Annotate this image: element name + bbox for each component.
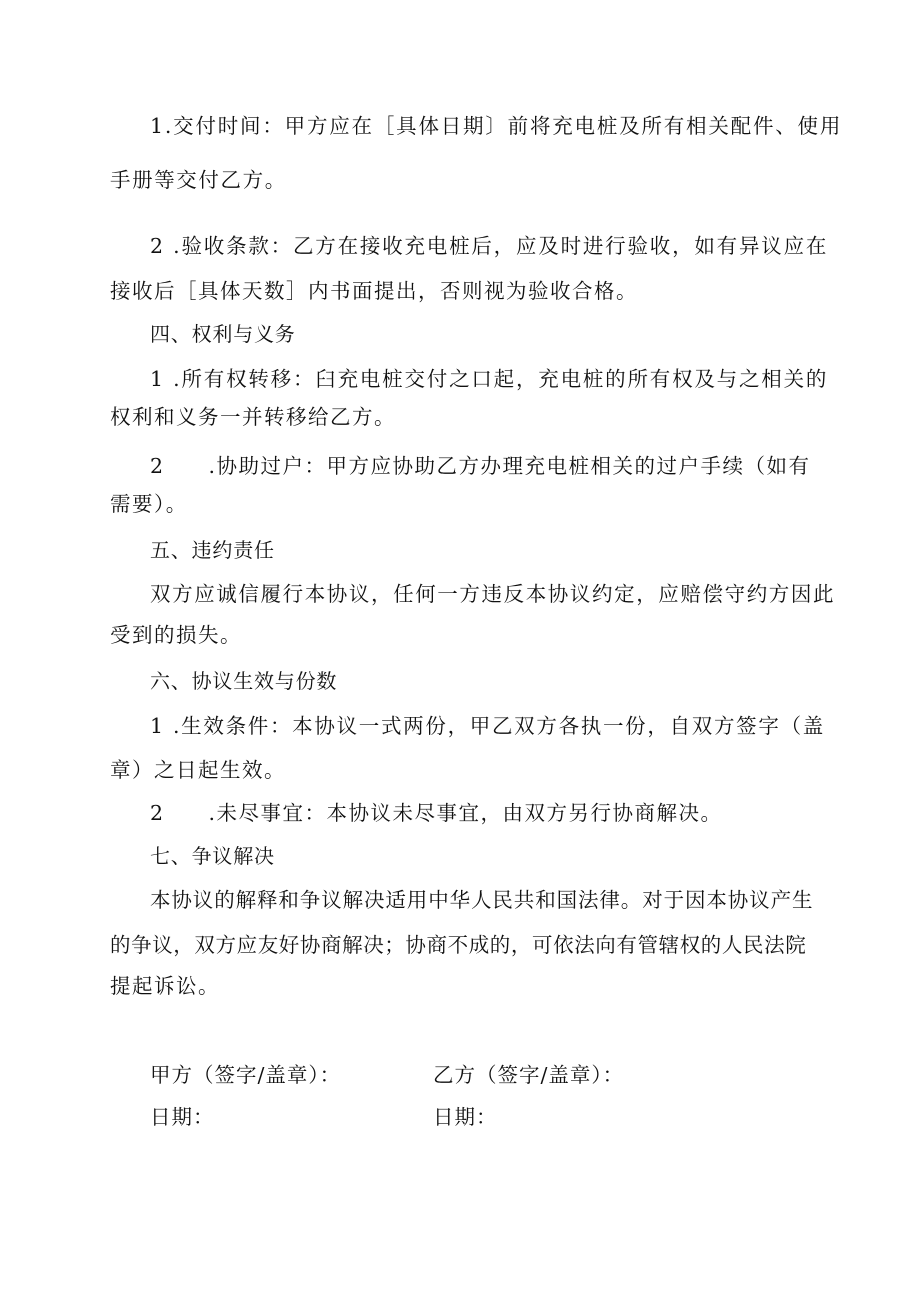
party-a-signature-label: 甲方（签字/盖章）： — [150, 1063, 342, 1087]
transfer-assist-line2: 需要）。 — [110, 492, 188, 516]
delivery-time-line1: 1.交付时间：甲方应在［具体日期〕前将充电桩及所有相关配件、使用 — [150, 114, 843, 138]
transfer-assist-line1: 2 .协助过户：甲方应协助乙方办理充电桩相关的过户手续（如有 — [150, 454, 811, 478]
dispute-line1: 本协议的解释和争议解决适用中华人民共和国法律。对于因本协议产生 — [150, 888, 814, 912]
liability-line1: 双方应诚信履行本协议，任何一方违反本协议约定，应赔偿守约方因此 — [150, 582, 836, 606]
section-heading-rights: 四、权利与义务 — [150, 322, 296, 346]
acceptance-line1: 2 .验收条款：乙方在接收充电桩后，应及时进行验收，如有异议应在 — [150, 234, 829, 258]
dispute-line3: 提起诉讼。 — [110, 974, 220, 998]
party-b-date-label: 日期： — [433, 1105, 498, 1129]
other-matters-line: 2 .未尽事宜：本协议未尽事宜，由双方另行协商解决。 — [150, 801, 723, 825]
delivery-time-line2: 手册等交付乙方。 — [110, 168, 287, 192]
dispute-line2: 的争议，双方应友好协商解决；协商不成的，可依法向有管辖权的人民法院 — [110, 933, 807, 957]
party-b-signature-label: 乙方（签字/盖章）： — [433, 1063, 625, 1087]
acceptance-line2: 接收后［具体天数］内书面提出，否则视为验收合格。 — [110, 279, 638, 303]
liability-line2: 受到的损失。 — [110, 623, 242, 647]
ownership-transfer-line1: 1 .所有权转移：臼充电桩交付之口起，充电桩的所有权及与之相关的 — [150, 367, 829, 391]
section-heading-effect: 六、协议生效与份数 — [150, 669, 338, 693]
section-heading-dispute: 七、争议解决 — [150, 844, 275, 868]
section-heading-liability: 五、违约责任 — [150, 538, 275, 562]
party-a-date-label: 日期： — [150, 1105, 215, 1129]
effect-condition-line1: 1 .生效条件：本协议一式两份，甲乙双方各执一份，自双方签字（盖 — [150, 714, 825, 738]
effect-condition-line2: 章）之日起生效。 — [110, 758, 286, 782]
ownership-transfer-line2: 权利和义务一并转移给乙方。 — [110, 405, 396, 429]
